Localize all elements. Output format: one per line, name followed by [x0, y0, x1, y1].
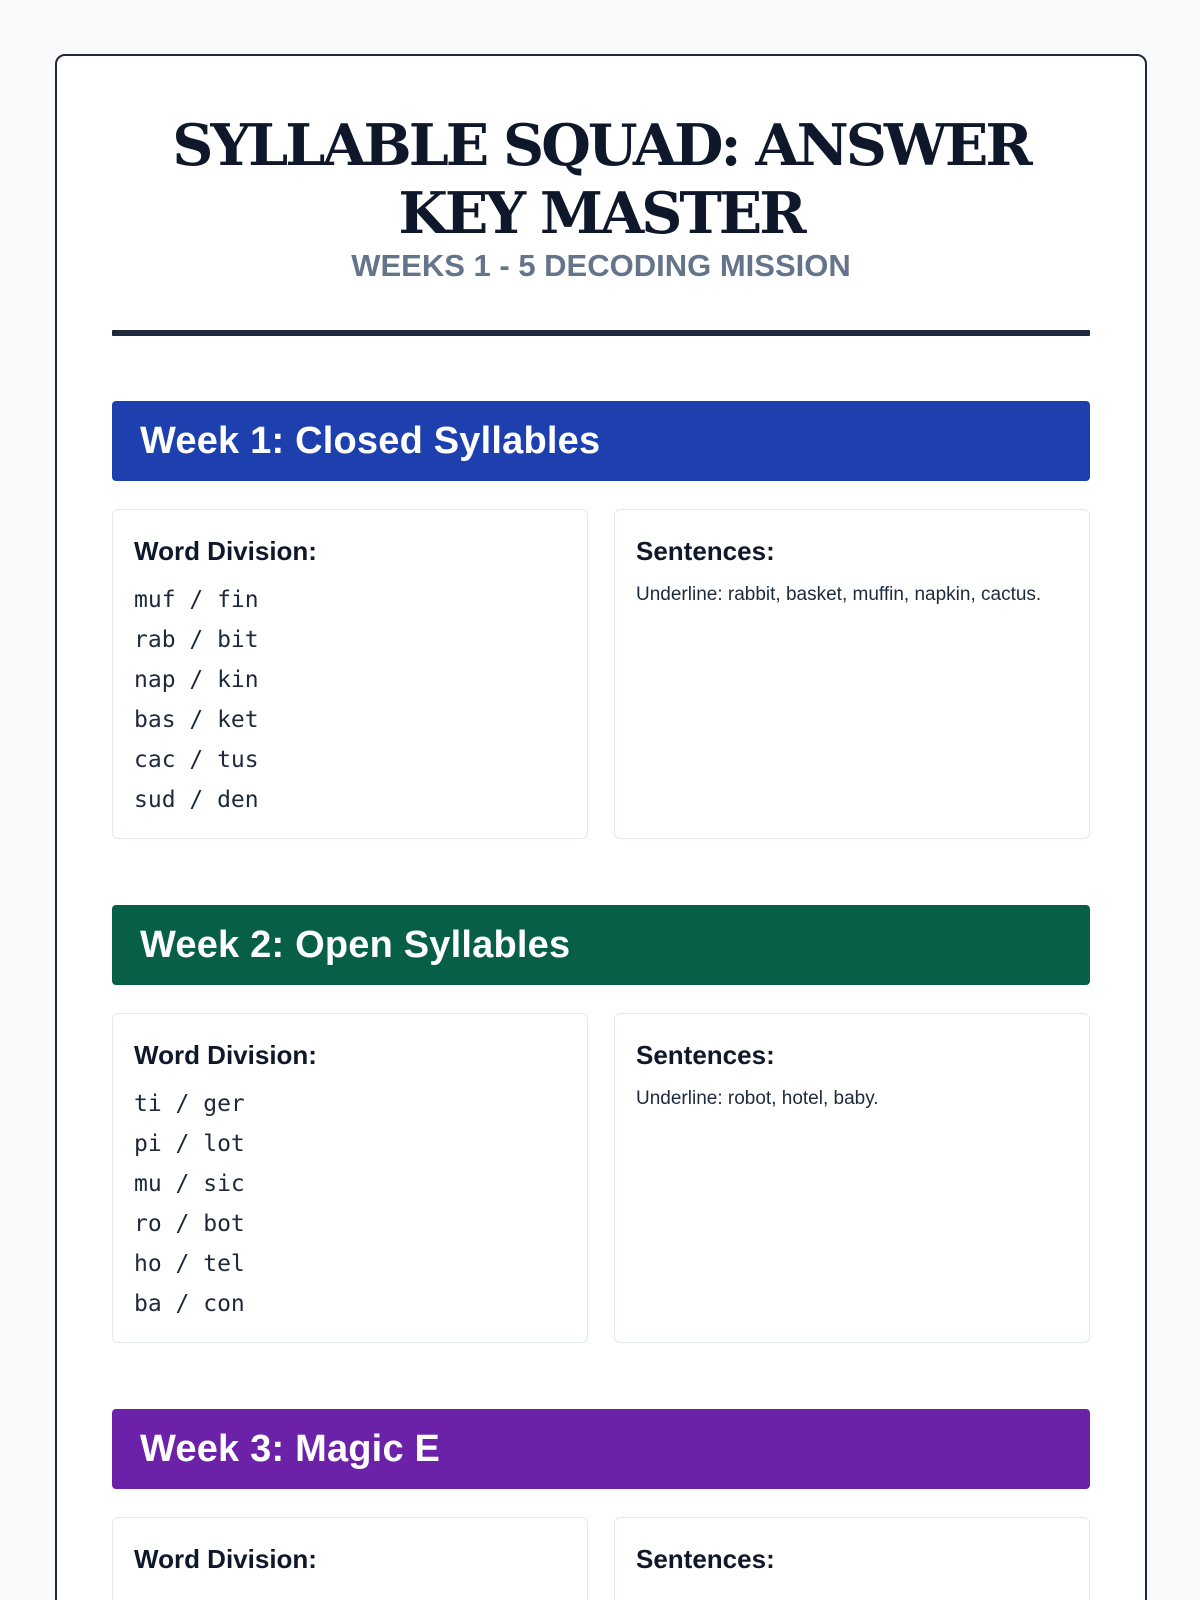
page-title: SYLLABLE SQUAD: ANSWER KEY MASTER	[172, 112, 1030, 247]
week-3-header	[112, 1409, 1090, 1489]
sentences-answer: Underline: rabbit, basket, muffin, napkin, cactus.	[636, 584, 1042, 605]
week-3-word-division-panel	[112, 1517, 588, 1600]
week-1-word-division-panel	[112, 509, 588, 839]
word-division-list	[134, 580, 566, 820]
week-1-header	[112, 401, 1090, 481]
division-item: muf / fin	[134, 587, 259, 613]
week-2-body	[112, 1013, 1090, 1343]
week-3-sentences-panel	[614, 1517, 1090, 1600]
division-item: ti / ger	[134, 1091, 245, 1117]
answer-key-card	[55, 54, 1147, 1600]
division-item: sud / den	[134, 787, 259, 813]
division-item: cac / tus	[134, 747, 259, 773]
week-1-sentences-panel	[614, 509, 1090, 839]
division-item: pi / lot	[134, 1131, 245, 1157]
week-3-body	[112, 1517, 1090, 1600]
word-division-heading: Word Division:	[134, 536, 317, 566]
sentences-heading: Sentences:	[636, 536, 775, 566]
sentences-heading: Sentences:	[636, 1040, 775, 1070]
week-1-title: Week 1: Closed Syllables	[140, 419, 601, 462]
sentences-answer: Underline: robot, hotel, baby.	[636, 1088, 879, 1109]
title-divider	[112, 330, 1090, 336]
division-item: nap / kin	[134, 667, 259, 693]
week-2-sentences-panel	[614, 1013, 1090, 1343]
sentences-heading: Sentences:	[636, 1544, 775, 1574]
division-item: rab / bit	[134, 627, 259, 653]
week-3-section	[112, 1409, 1090, 1600]
word-division-heading: Word Division:	[134, 1544, 317, 1574]
word-division-heading: Word Division:	[134, 1040, 317, 1070]
week-1-section	[112, 401, 1090, 839]
word-division-list	[134, 1084, 566, 1324]
division-item: ro / bot	[134, 1211, 245, 1237]
page-subtitle: WEEKS 1 - 5 DECODING MISSION	[351, 248, 851, 283]
division-item: ba / con	[134, 1291, 245, 1317]
week-3-title: Week 3: Magic E	[140, 1427, 441, 1470]
division-item: mu / sic	[134, 1171, 245, 1197]
week-2-header	[112, 905, 1090, 985]
week-2-title: Week 2: Open Syllables	[140, 923, 571, 966]
week-2-section	[112, 905, 1090, 1343]
division-item: bas / ket	[134, 707, 259, 733]
week-1-body	[112, 509, 1090, 839]
week-2-word-division-panel	[112, 1013, 588, 1343]
division-item: ho / tel	[134, 1251, 245, 1277]
